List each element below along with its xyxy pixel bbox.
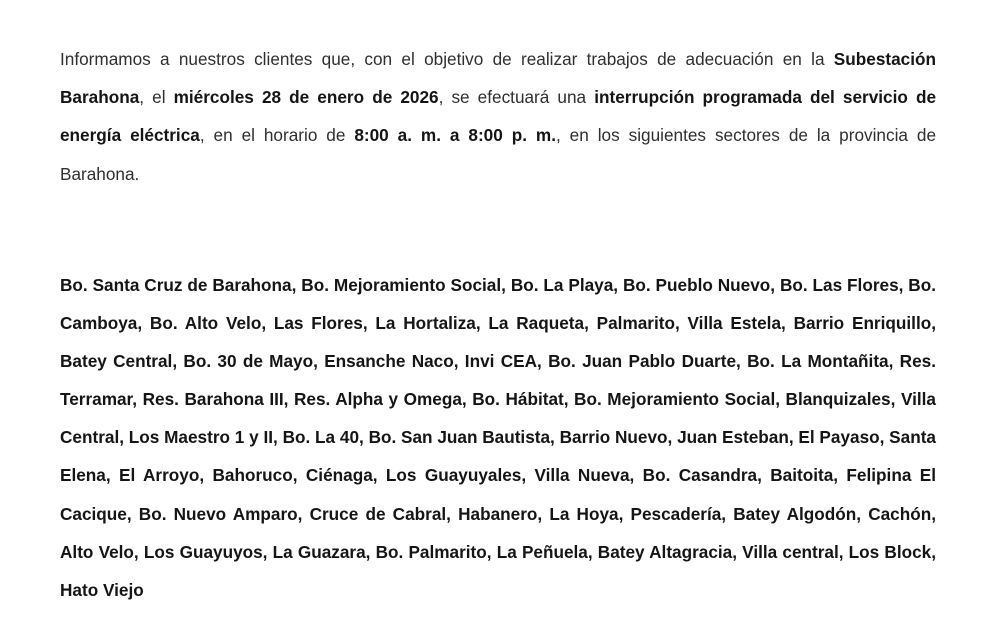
intro-text-5: , en los siguientes sectores de la provincia de Barahona. — [60, 125, 936, 184]
affected-sectors-list: Bo. Santa Cruz de Barahona, Bo. Mejoramiento Social, Bo. La Playa, Bo. Pueblo Nuevo, Bo. Las Flores, Bo. Camboya, Bo. Alto Velo, Las Flores, La Hortaliza, La Raqueta, Palmarito, Villa Estela, Barrio Enriquillo, Batey Central, Bo. 30 de Mayo, Ensanche Naco, Invi CEA, Bo. Juan Pablo Duarte, Bo. La Montañita, Res. Terramar, Res. Barahona III, Res. Alpha y Omega, Bo. Hábitat, Bo. Mejoramiento Social, Blanquizales, Villa Central, Los Maestro 1 y II, Bo. La 40, Bo. San Juan Bautista, Barrio Nuevo, Juan Esteban, El Payaso, Santa Elena, El Arroyo, Bahoruco, Ciénaga, Los Guayuyales, Villa Nueva, Bo. Casandra, Baitoita, Felipina El Cacique, Bo. Nuevo Amparo, Cruce de Cabral, Habanero, La Hoya, Pescadería, Batey Algodón, Cachón, Alto Velo, Los Guayuyos, La Guazara, Bo. Palmarito, La Peñuela, Batey Altagracia, Villa central, Los Block, Hato Viejo — [60, 275, 936, 600]
intro-text-3: , se efectuará una — [438, 87, 595, 108]
outage-schedule: 8:00 a. m. a 8:00 p. m. — [354, 125, 556, 146]
intro-text-4: , en el horario de — [199, 125, 355, 146]
outage-description: interrupción programada del servicio de energía eléctrica — [60, 87, 937, 146]
intro-text-1: Informamos a nuestros clientes que, con el objetivo de realizar trabajos de adecuación en la — [60, 49, 834, 69]
outage-date: miércoles 28 de enero de 2026 — [173, 87, 439, 108]
substation-name: Subestación Barahona — [60, 49, 936, 108]
intro-paragraph — [60, 40, 936, 193]
intro-text-2: , el — [139, 87, 174, 108]
